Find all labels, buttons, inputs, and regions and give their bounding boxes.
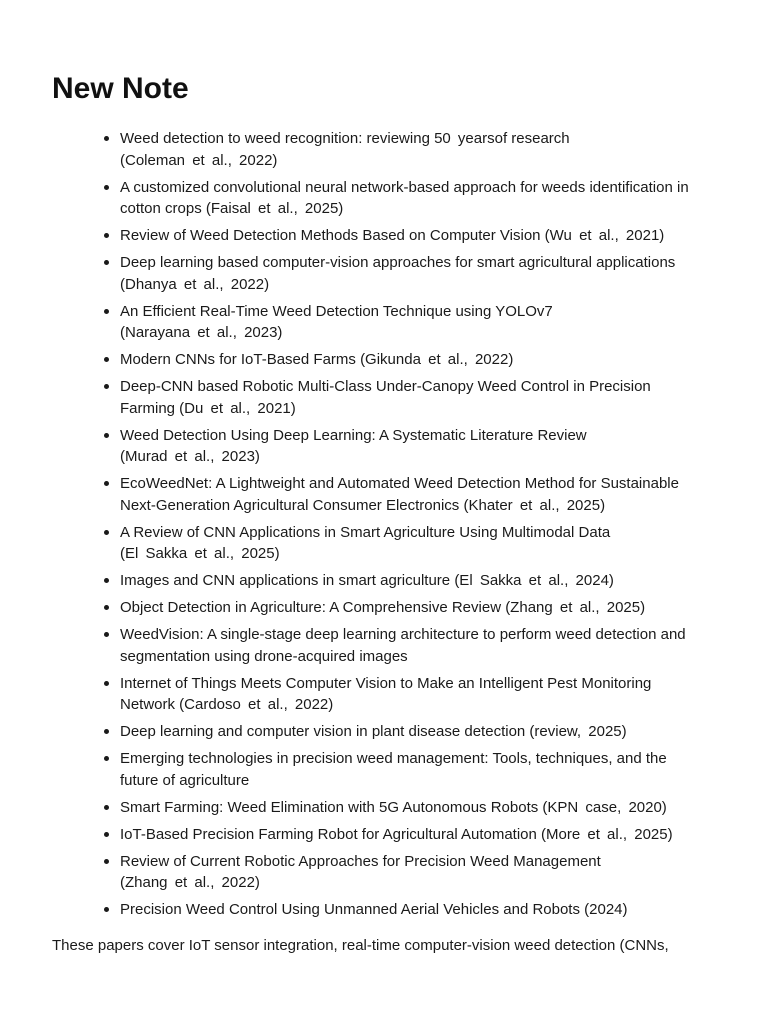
reference-item-text: A Review of CNN Applications in Smart Agriculture Using Multimodal Data [120, 523, 611, 541]
reference-item [120, 899, 722, 921]
reference-item-text: Deep-CNN based Robotic Multi-Class Under-Canopy Weed Control in Precision [120, 378, 651, 395]
bullet-icon [104, 805, 109, 810]
reference-item-text: (Zhang et al., 2022) [120, 874, 260, 891]
reference-item-text: cotton crops (Faisal et al., 2025) [120, 200, 344, 217]
reference-item [120, 748, 722, 791]
reference-item-text: Smart Farming: Weed Elimination with 5G Autonomous Robots (KPN case, 2020) [120, 798, 667, 816]
reference-item-text: A customized convolutional neural network-based approach for weeds identification in [120, 178, 689, 196]
reference-item [120, 673, 722, 716]
reference-item [120, 851, 722, 894]
reference-item-text: (Murad et al., 2023) [120, 448, 260, 465]
bullet-icon [104, 233, 109, 238]
bullet-icon [104, 384, 109, 389]
reference-item-text: EcoWeedNet: A Lightweight and Automated Weed Detection Method for Sustainable [120, 475, 679, 492]
bullet-icon [104, 260, 109, 265]
reference-item-text: WeedVision: A single-stage deep learning architecture to perform weed detection and [120, 626, 686, 643]
reference-item [120, 128, 722, 171]
reference-item [120, 301, 722, 344]
reference-item [120, 597, 722, 619]
reference-item [120, 177, 722, 220]
bullet-icon [104, 632, 109, 637]
reference-list [52, 128, 722, 921]
bullet-icon [104, 832, 109, 837]
reference-item [120, 624, 722, 667]
note-page [52, 66, 722, 957]
reference-item [120, 824, 722, 846]
reference-item [120, 376, 722, 419]
reference-item-text: Review of Weed Detection Methods Based on Computer Vision (Wu et al., 2021) [120, 227, 665, 244]
reference-item-text: Images and CNN applications in smart agriculture (El Sakka et al., 2024) [120, 572, 614, 589]
reference-item-text: (Narayana et al., 2023) [120, 324, 283, 341]
reference-item-text: Weed detection to weed recognition: reviewing 50 yearsof research [120, 130, 570, 147]
reference-item [120, 473, 722, 516]
bullet-icon [104, 185, 109, 190]
bullet-icon [104, 681, 109, 686]
reference-item-text: future of agriculture [120, 771, 250, 789]
reference-item-text: (Coleman et al., 2022) [120, 151, 278, 169]
reference-item [120, 721, 722, 743]
reference-item [120, 797, 722, 819]
bullet-icon [104, 136, 109, 141]
reference-item-text: Modern CNNs for IoT-Based Farms (Gikunda et al., 2022) [120, 351, 514, 368]
reference-item-text: Deep learning and computer vision in plant disease detection (review, 2025) [120, 723, 627, 740]
reference-item-text: Network (Cardoso et al., 2022) [120, 696, 334, 713]
bullet-icon [104, 481, 109, 486]
reference-item-text: Emerging technologies in precision weed management: Tools, techniques, and the [120, 750, 667, 767]
reference-item-text: Farming (Du et al., 2021) [120, 399, 296, 417]
bullet-icon [104, 907, 109, 912]
reference-item [120, 570, 722, 592]
reference-item-text: An Efficient Real-Time Weed Detection Technique using YOLOv7 [120, 302, 553, 320]
bullet-icon [104, 433, 109, 438]
bullet-icon [104, 859, 109, 864]
reference-item-text: Internet of Things Meets Computer Vision to Make an Intelligent Pest Monitoring [120, 674, 652, 692]
bullet-icon [104, 756, 109, 761]
reference-item [120, 225, 722, 247]
note-title[interactable]: New Note [52, 72, 189, 105]
reference-item [120, 252, 722, 295]
reference-item-text: IoT-Based Precision Farming Robot for Agricultural Automation (More et al., 2025) [120, 825, 673, 843]
reference-item [120, 349, 722, 371]
bullet-icon [104, 729, 109, 734]
reference-item-text: (Dhanya et al., 2022) [120, 275, 270, 293]
reference-item-text: Deep learning based computer-vision approaches for smart agricultural applications [120, 254, 676, 271]
reference-item-text: Object Detection in Agriculture: A Comprehensive Review (Zhang et al., 2025) [120, 599, 646, 616]
reference-item [120, 522, 722, 565]
reference-item [120, 425, 722, 468]
bullet-icon [104, 309, 109, 314]
bullet-icon [104, 578, 109, 583]
reference-item-text: Review of Current Robotic Approaches for Precision Weed Management [120, 852, 601, 870]
reference-item-text: (El Sakka et al., 2025) [120, 545, 280, 562]
bullet-icon [104, 530, 109, 535]
reference-item-text: Next-Generation Agricultural Consumer Electronics (Khater et al., 2025) [120, 496, 606, 514]
bullet-icon [104, 605, 109, 610]
bullet-icon [104, 357, 109, 362]
summary-paragraph: These papers cover IoT sensor integration, real-time computer-vision weed detection (CNNs, [52, 936, 669, 954]
reference-item-text: Weed Detection Using Deep Learning: A Systematic Literature Review [120, 426, 587, 444]
reference-item-text: Precision Weed Control Using Unmanned Aerial Vehicles and Robots (2024) [120, 901, 628, 918]
reference-item-text: segmentation using drone-acquired images [120, 647, 408, 665]
